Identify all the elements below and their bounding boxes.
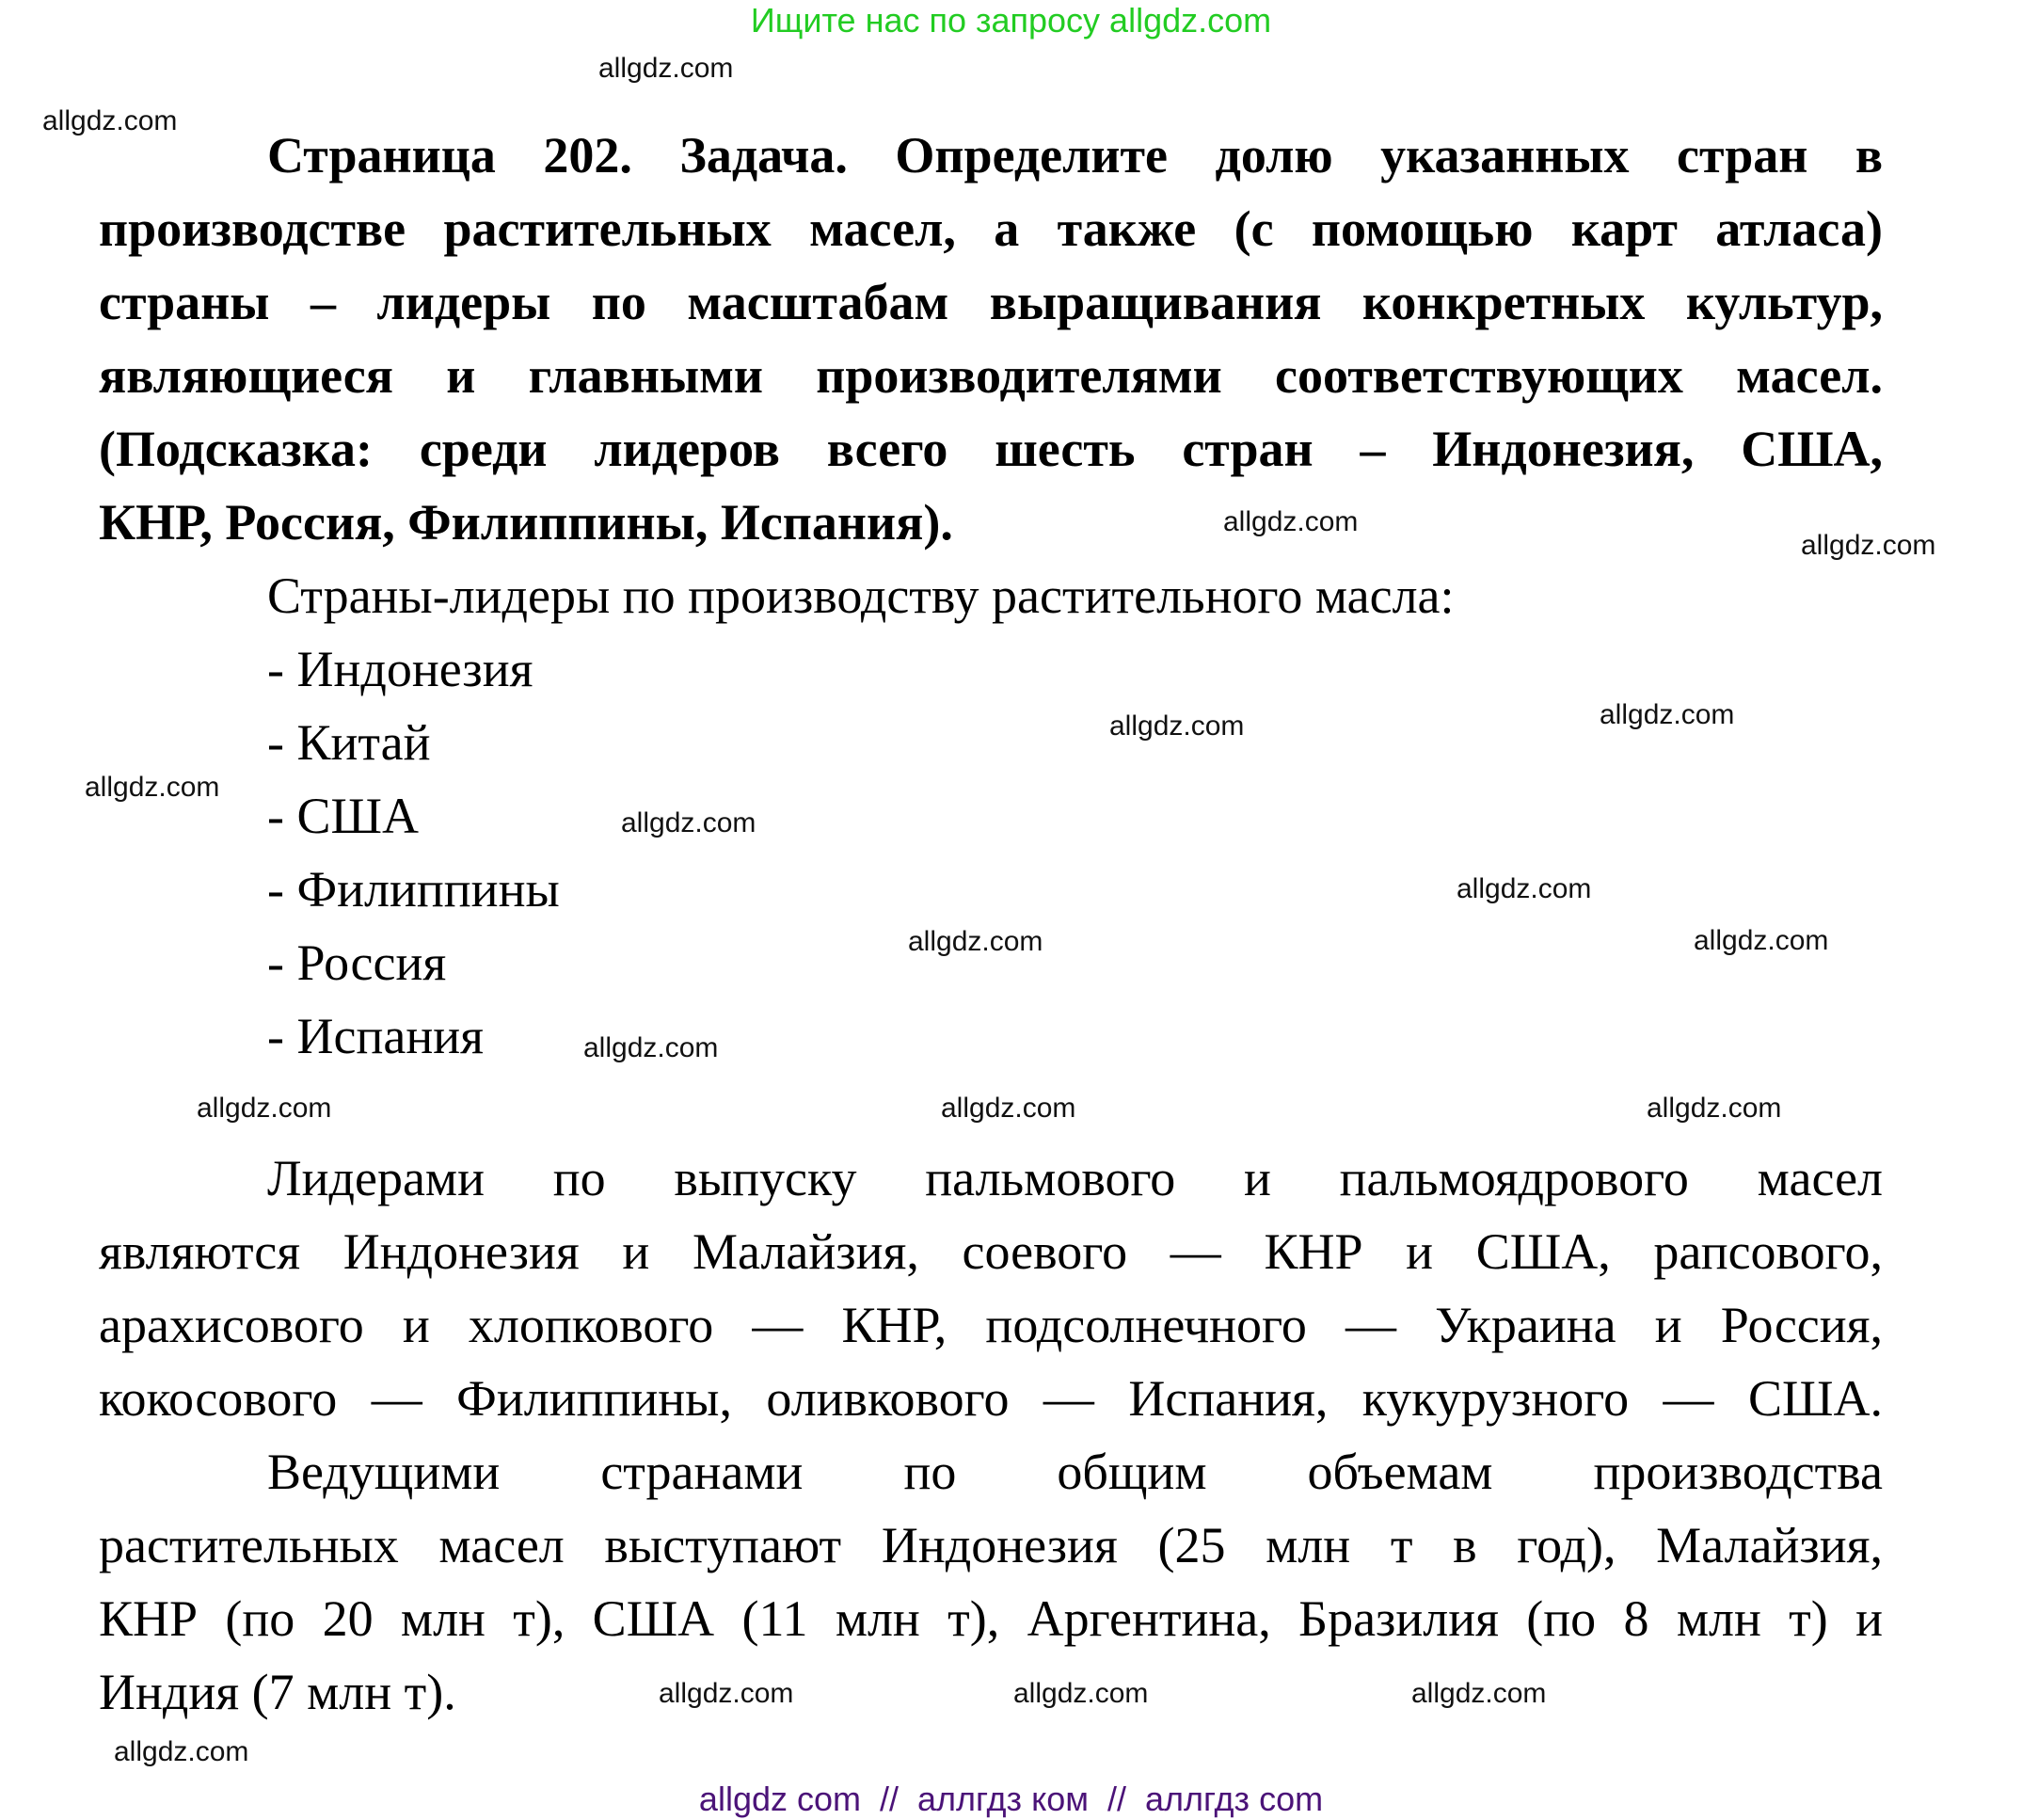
watermark: allgdz.com [1109, 710, 1245, 742]
list-item: - Филиппины [267, 861, 560, 918]
para1-line: кокосового — Филиппины, оливкового — Испания, кукурузного — США. [99, 1370, 1883, 1427]
watermark: allgdz.com [1694, 925, 1829, 956]
watermark: allgdz.com [659, 1678, 794, 1709]
watermark: allgdz.com [85, 772, 220, 803]
watermark: allgdz.com [621, 807, 756, 838]
watermark: allgdz.com [1647, 1093, 1782, 1124]
para2-line: растительных масел выступают Индонезия (25 млн т в год), Малайзия, [99, 1517, 1883, 1573]
watermark: allgdz.com [583, 1032, 719, 1063]
task-line: (Подсказка: среди лидеров всего шесть стран – Индонезия, США, [99, 421, 1883, 477]
list-item: - Китай [267, 714, 431, 771]
para2-line: КНР (по 20 млн т), США (11 млн т), Аргентина, Бразилия (по 8 млн т) и [99, 1590, 1883, 1647]
watermark: allgdz.com [42, 105, 178, 136]
task-line: страны – лидеры по масштабам выращивания конкретных культур, [99, 274, 1883, 330]
list-item: - Индонезия [267, 641, 533, 697]
watermark: allgdz.com [1600, 699, 1735, 730]
list-item: - Россия [267, 934, 447, 991]
footer-links[interactable]: allgdz com // аллгдз ком // аллгдз com [698, 1780, 1324, 1818]
watermark: allgdz.com [197, 1093, 332, 1124]
para1-line: являются Индонезия и Малайзия, соевого — КНР и США, рапсового, [99, 1223, 1883, 1280]
list-item: - Испания [267, 1008, 484, 1064]
promo-banner[interactable]: Ищите нас по запросу allgdz.com [750, 1, 1272, 40]
para1-line: арахисового и хлопкового — КНР, подсолнечного — Украина и Россия, [99, 1297, 1883, 1353]
watermark: allgdz.com [598, 53, 734, 84]
watermark: allgdz.com [1801, 530, 1936, 561]
watermark: allgdz.com [1223, 506, 1359, 537]
watermark: allgdz.com [1457, 873, 1592, 904]
answer-paragraphs [99, 1141, 1883, 1729]
para2-line: Ведущими странами по общим объемам производства [267, 1444, 1883, 1500]
watermark: allgdz.com [1411, 1678, 1547, 1709]
watermark: allgdz.com [941, 1093, 1076, 1124]
watermark: allgdz.com [908, 926, 1043, 957]
list-item: - США [267, 788, 419, 844]
para1-line: Лидерами по выпуску пальмового и пальмоядрового масел [267, 1150, 1883, 1206]
task-line: являющиеся и главными производителями соответствующих масел. [99, 347, 1883, 404]
para2-line: Индия (7 млн т). [99, 1664, 456, 1720]
task-line: производстве растительных масел, а также (с помощью карт атласа) [99, 200, 1883, 257]
watermark: allgdz.com [1013, 1678, 1149, 1709]
task-line: Страница 202. Задача. Определите долю указанных стран в [267, 127, 1883, 184]
watermark: allgdz.com [114, 1736, 249, 1767]
list-title: Страны-лидеры по производству растительного масла: [267, 567, 1455, 624]
task-line: КНР, Россия, Филиппины, Испания). [99, 494, 953, 551]
